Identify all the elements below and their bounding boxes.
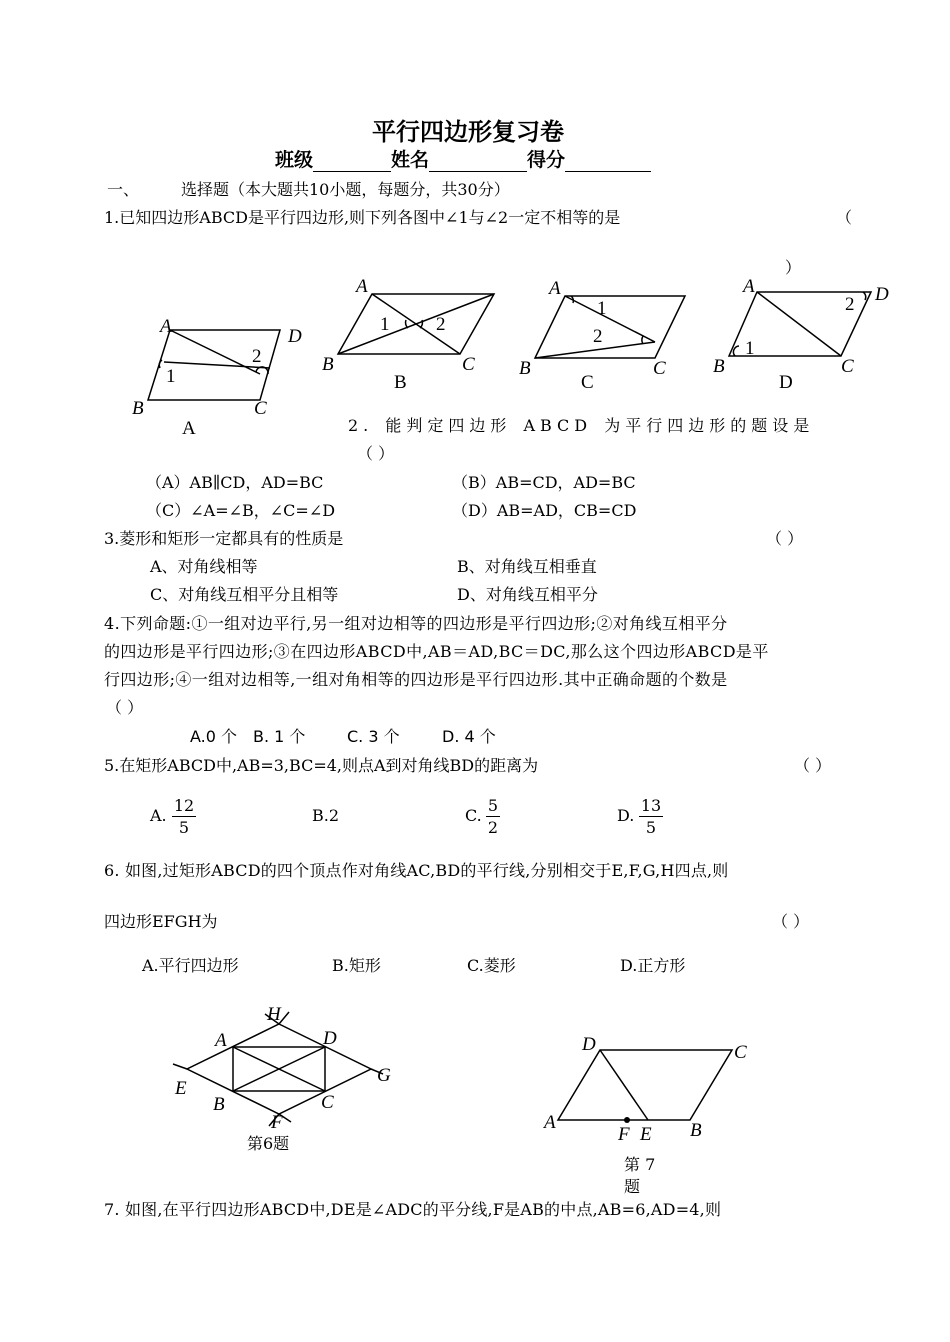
q6-figure [165,1000,405,1160]
fig6-label-f: F [271,1112,283,1133]
q5-option-d-prefix[interactable]: D. [617,806,635,825]
name-blank[interactable] [429,153,527,172]
fig7-label-d: D [582,1034,596,1055]
fig-d-label-c: C [841,356,854,377]
q6-option-b[interactable]: B.矩形 [332,956,381,975]
q1-figure-b [318,276,508,396]
fig-d-caption: D [779,372,793,393]
fig6-label-d: D [323,1028,337,1049]
fig-d-label-d: D [875,284,889,305]
fig-b-label-a: A [356,276,368,297]
q3-option-c[interactable]: C、对角线互相平分且相等 [150,585,339,604]
q1-figure-d [705,276,905,396]
fig6-label-e: E [175,1078,187,1099]
q1-figure-a [120,310,320,440]
q5-option-d-num: 13 [640,796,662,815]
q5-text: 5.在矩形ABCD中,AB=3,BC=4,则点A到对角线BD的距离为 [104,756,539,775]
q2-text: 2. 能判定四边形 ABCD 为平行四边形的题设是 [348,416,815,435]
q6-line-1: 6. 如图,过矩形ABCD的四个顶点作对角线AC,BD的平行线,分别相交于E,F,G,H四点,则 [104,861,729,880]
point-f-dot [624,1117,630,1123]
fig-b-angle-2: 2 [436,314,446,335]
fig-c-label-c: C [653,358,666,379]
q5-option-a-num: 12 [173,796,195,815]
fraction-bar [639,816,663,817]
fraction-bar [486,816,500,817]
fig-d-label-b: B [713,356,725,377]
q2-option-b[interactable]: （B）AB=CD，AD=BC [452,473,636,492]
name-label: 姓名 [391,149,430,171]
q2-option-c[interactable]: （C）∠A=∠B，∠C=∠D [146,501,336,520]
q4-line-3: 行四边形;④一组对边相等,一组对角相等的四边形是平行四边形.其中正确命题的个数是 [104,670,728,689]
q4-option-d[interactable]: D. 4 个 [442,727,496,746]
q5-option-b[interactable]: B.2 [312,806,340,825]
header-fields [275,148,651,172]
q6-option-c[interactable]: C.菱形 [467,956,516,975]
fig-a-label-b: B [132,398,144,419]
fraction-bar [172,816,196,817]
q5-option-d-den: 5 [645,818,657,837]
fig7-label-c: C [734,1042,747,1063]
q2-option-d[interactable]: （D）AB=AD，CB=CD [452,501,637,520]
fig-d-label-a: A [743,276,755,297]
fig-a-caption: A [182,418,196,439]
score-blank[interactable] [565,153,651,172]
q5-option-a-den: 5 [178,818,190,837]
q5-option-c-num: 5 [487,796,499,815]
q4-line-1: 4.下列命题:①一组对边平行,另一组对边相等的四边形是平行四边形;②对角线互相平分 [104,614,728,633]
class-label: 班级 [275,149,314,171]
q7-text: 7. 如图,在平行四边形ABCD中,DE是∠ADC的平分线,F是AB的中点,AB=6,AD=4,则 [104,1200,722,1219]
fig-c-caption: C [581,372,594,393]
q5-option-a-fraction [172,796,196,837]
q5-option-c-prefix[interactable]: C. [465,806,482,825]
fig6-label-c: C [321,1092,334,1113]
class-blank[interactable] [313,153,391,172]
fig7-label-b: B [690,1120,702,1141]
fig-a-label-a: A [160,316,172,337]
fig6-caption: 第6题 [247,1134,290,1153]
q3-paren: （ ） [766,529,804,548]
fig6-label-a: A [215,1030,227,1051]
fig-d-angle-1: 1 [745,338,755,359]
fig-c-angle-2: 2 [593,326,603,347]
q5-paren: （ ） [794,756,832,775]
q3-option-a[interactable]: A、对角线相等 [150,557,258,576]
q6-option-d[interactable]: D.正方形 [620,956,686,975]
page-title: 平行四边形复习卷 [372,117,564,146]
fig7-label-e: E [640,1124,652,1145]
q1-paren-close: ） [785,258,802,277]
fig-b-caption: B [394,372,407,393]
fig7-caption-line-1: 第 7 [624,1155,656,1174]
fig7-label-a: A [544,1112,556,1133]
q6-paren: （ ） [772,912,810,931]
q1-paren-open: （ [836,208,853,227]
section-heading: 选择题（本大题共10小题，每题分，共30分） [181,180,510,199]
fig6-label-b: B [213,1094,225,1115]
q4-line-2: 的四边形是平行四边形;③在四边形ABCD中,AB＝AD,BC＝DC,那么这个四边形ABCD是平 [104,642,769,661]
q2-paren: （ ） [357,444,395,463]
q7-figure [540,1030,760,1200]
q3-option-d[interactable]: D、对角线互相平分 [457,585,598,604]
q1-text: 1.已知四边形ABCD是平行四边形,则下列各图中∠1与∠2一定不相等的是 [104,208,621,227]
fig6-label-h: H [267,1004,281,1025]
q6-line-2: 四边形EFGH为 [104,912,218,931]
fig-a-angle-1: 1 [166,366,176,387]
q5-option-a-prefix[interactable]: A. [150,806,167,825]
score-label: 得分 [527,149,566,171]
q5-option-c-den: 2 [487,818,499,837]
fig-c-angle-1: 1 [597,298,607,319]
q6-option-a[interactable]: A.平行四边形 [142,956,239,975]
fig7-label-f: F [618,1124,630,1145]
q4-option-a[interactable]: A.0 个 [190,727,238,746]
q4-paren: （ ） [106,698,144,717]
fig-b-label-b: B [322,354,334,375]
fig-d-angle-2: 2 [845,294,855,315]
q2-option-a[interactable]: （A）AB∥CD，AD=BC [146,473,324,492]
fig-c-label-b: B [519,358,531,379]
fig-b-angle-1: 1 [380,314,390,335]
section-number: 一、 [107,180,140,199]
q3-option-b[interactable]: B、对角线互相垂直 [457,557,597,576]
fig7-caption-line-2: 题 [624,1177,641,1196]
fig6-label-g: G [377,1065,391,1086]
q1-figure-c [515,278,700,398]
q4-option-c[interactable]: C. 3 个 [347,727,400,746]
fig-b-label-c: C [462,354,475,375]
q3-text: 3.菱形和矩形一定都具有的性质是 [104,529,344,548]
q5-option-c-fraction [486,796,500,837]
q4-option-b[interactable]: B. 1 个 [253,727,306,746]
fig-a-label-d: D [288,326,302,347]
q5-option-d-fraction [639,796,663,837]
fig-c-label-a: A [549,278,561,299]
fig-a-label-c: C [254,398,267,419]
fig-a-angle-2: 2 [252,346,262,367]
